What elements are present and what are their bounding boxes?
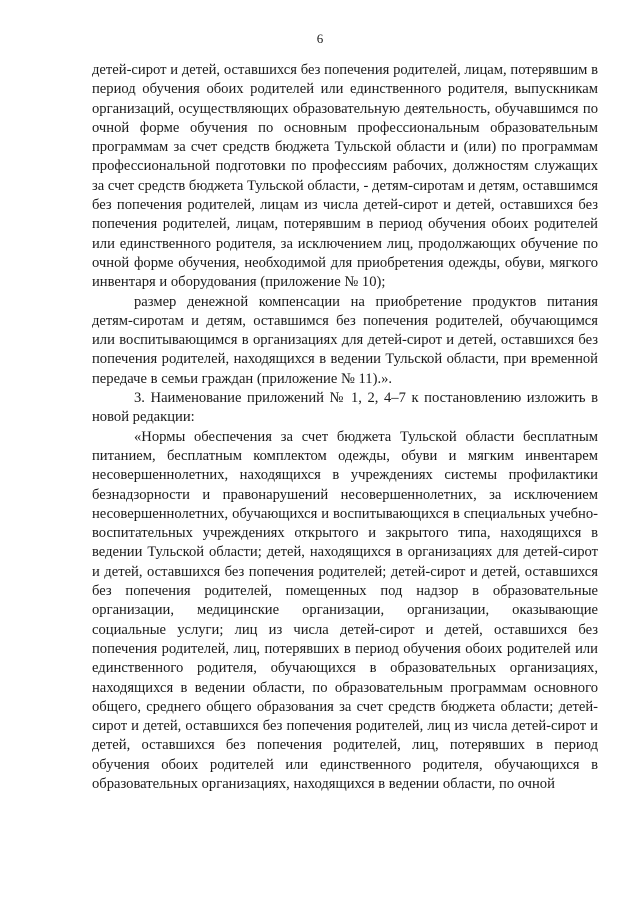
paragraph-food-compensation: размер денежной компенсации на приобретение продуктов питания детям-сиротам и детям, оставшимся без попечения родителей, обучающимся или воспитывающимся в организациях для детей-сирот и детей, оставшихся без попечения родителей, находящихся в ведении Тульской области, при временной передаче в семьи граждан (приложение № 11).». [92,293,598,387]
document-body [92,61,598,794]
paragraph-item-3: 3. Наименование приложений № 1, 2, 4–7 к постановлению изложить в новой редакции: [92,390,598,426]
page-number: 6 [316,31,324,46]
paragraph-norms-quote: «Нормы обеспечения за счет бюджета Тульской области бесплатным питанием, бесплатным комплектом одежды, обуви и мягким инвентарем несовершеннолетних, находящихся в учреждениях системы профилактики безнадзорности и правонарушений несовершеннолетних, за исключением несовершеннолетних, обучающихся и воспитывающихся в специальных учебно-воспитательных учреждениях открытого и закрытого типа, находящихся в ведении Тульской области; детей, находящихся в организациях для детей-сирот и детей, оставшихся без попечения родителей; детей-сирот и детей, оставшихся без попечения родителей, помещенных под надзор в образовательные организации, медицинские организации, организации, оказывающие социальные услуги; лиц из числа детей-сирот и детей, оставшихся без попечения родителей, лиц, потерявших в период обучения обоих родителей или единственного родителя, обучающихся в образовательных организациях, находящихся в ведении области, по образовательным программам основного общего, среднего общего образования за счет средств бюджета области; детей-сирот и детей, оставшихся без попечения родителей, лиц из числа детей-сирот и детей, оставшихся без попечения родителей, лиц, потерявших в период обучения обоих родителей или единственного родителя, обучающихся в образовательных организациях, находящихся в ведении области, по очной [92,428,598,792]
paragraph-continuation: детей-сирот и детей, оставшихся без попечения родителей, лицам, потерявшим в период обучения обоих родителей или единственного родителя, выпускникам организаций, осуществляющих образовательную деятельность, обучавшимся по очной форме обучения по основным профессиональным образовательным программам за счет средств бюджета Тульской области и (или) по программам профессиональной подготовки по профессиям рабочих, должностям служащих за счет средств бюджета Тульской области, - детям-сиротам и детям, оставшимся без попечения родителей, лицам из числа детей-сирот и детей, оставшихся без попечения родителей, лицам, потерявшим в период обучения обоих родителей или единственного родителя, за исключением лиц, продолжающих обучение по очной форме обучения, необходимой для приобретения одежды, обуви, мягкого инвентаря и оборудования (приложение № 10); [92,62,598,291]
